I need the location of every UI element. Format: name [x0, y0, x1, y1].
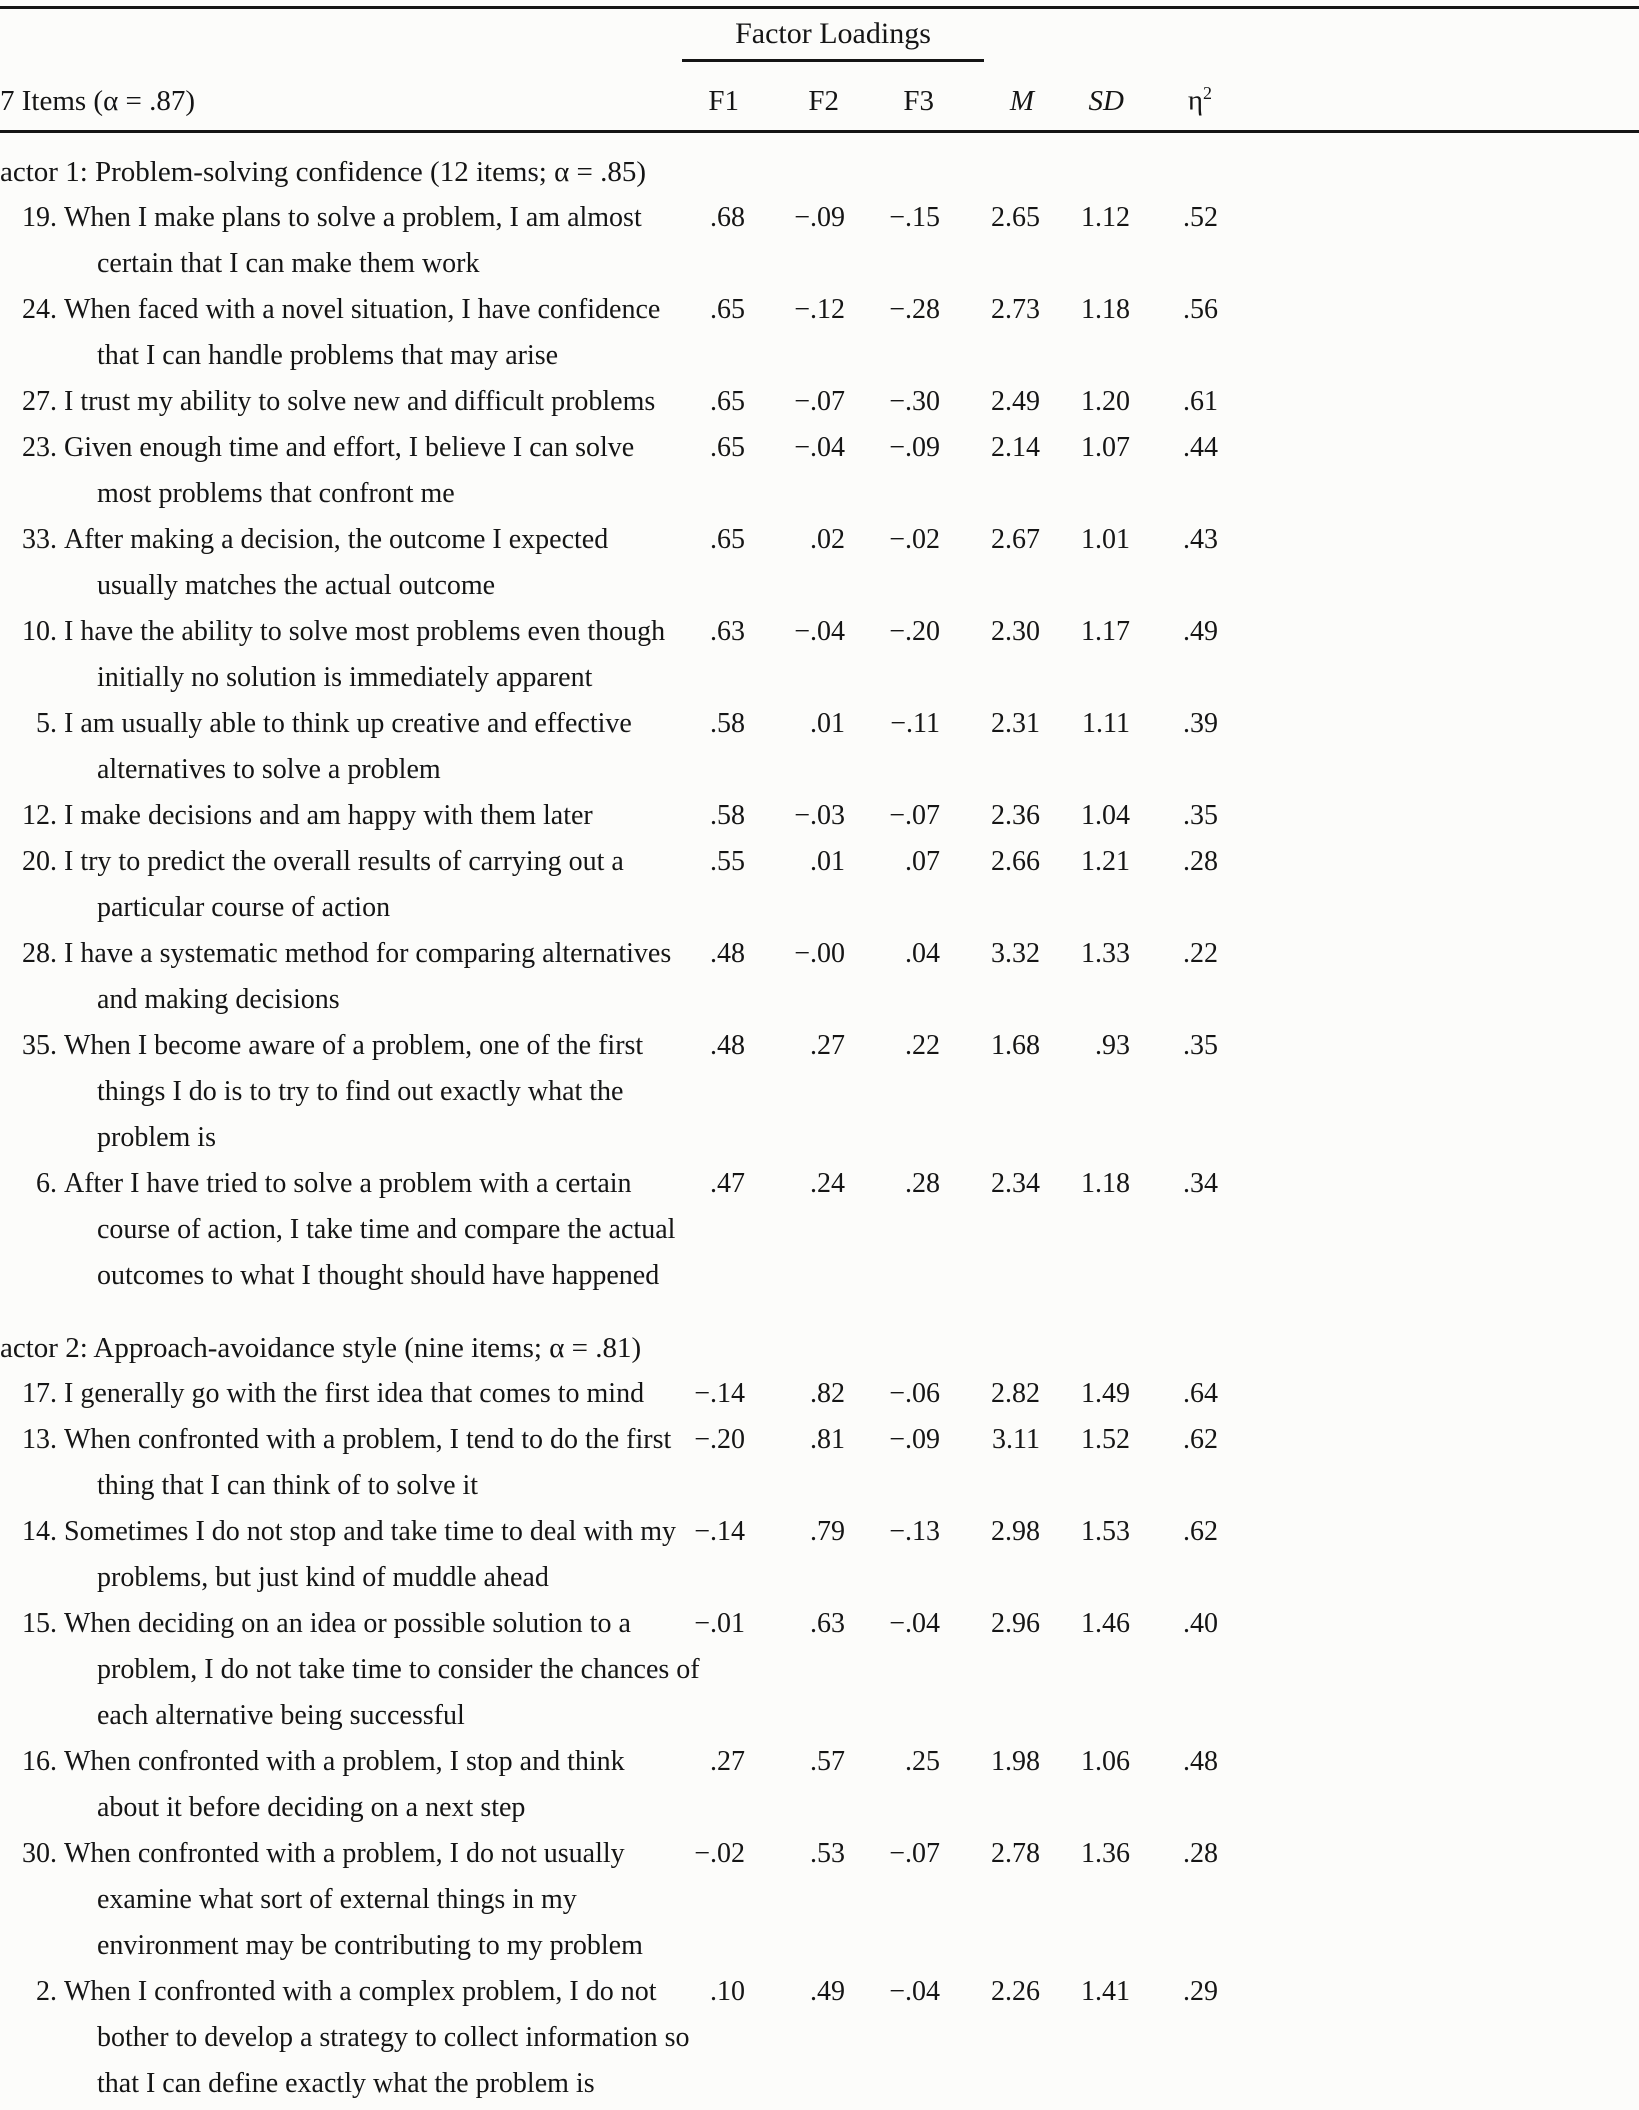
cell-f2: −.09 [794, 201, 845, 233]
cell-m: 2.73 [991, 293, 1040, 325]
item-text-line: When confronted with a problem, I do not usually [64, 1837, 625, 1869]
cell-m: 2.66 [991, 845, 1040, 877]
item-text [64, 425, 660, 517]
item-text [64, 1161, 676, 1299]
item-text-line: When confronted with a problem, I tend to do the first [64, 1423, 672, 1455]
cell-m: 1.98 [991, 1745, 1040, 1777]
item-text-line: course of action, I take time and compare the actual [97, 1213, 676, 1245]
cell-f1: −.14 [694, 1377, 745, 1409]
cell-f2: −.03 [794, 799, 845, 831]
item-text [64, 1417, 672, 1509]
table-row [0, 793, 1639, 839]
item-text [64, 1831, 660, 1969]
cell-f3: .22 [905, 1029, 940, 1061]
item-text [64, 609, 666, 701]
cell-sd: 1.33 [1081, 937, 1130, 969]
item-text-line: When faced with a novel situation, I have confidence [64, 293, 661, 325]
table-row [0, 1371, 1639, 1417]
cell-m: 2.14 [991, 431, 1040, 463]
item-text-line: usually matches the actual outcome [97, 569, 496, 601]
item-text [64, 287, 660, 379]
cell-m: 3.32 [991, 937, 1040, 969]
item-number: 24. [22, 293, 57, 325]
items-header: 7 Items (α = .87) [0, 84, 196, 117]
cell-f2: .53 [810, 1837, 845, 1869]
cell-f3: −.07 [889, 1837, 940, 1869]
cell-f2: .79 [810, 1515, 845, 1547]
cell-f2: .63 [810, 1607, 845, 1639]
cell-f1: .65 [710, 523, 745, 555]
item-number: 5. [36, 707, 57, 739]
item-text-line: alternatives to solve a problem [97, 753, 441, 785]
item-text-line: examine what sort of external things in my [97, 1883, 577, 1915]
cell-eta: .44 [1183, 431, 1218, 463]
table-row [0, 1969, 1639, 2107]
column-header-row [0, 71, 1639, 118]
cell-f2: .82 [810, 1377, 845, 1409]
cell-f1: .27 [710, 1745, 745, 1777]
cell-f3: −.20 [889, 615, 940, 647]
item-text-line: environment may be contributing to my problem [97, 1929, 643, 1961]
item-number: 35. [22, 1029, 57, 1061]
item-number: 15. [22, 1607, 57, 1639]
item-text-line: After making a decision, the outcome I expected [64, 523, 609, 555]
item-text-line: I generally go with the first idea that comes to mind [64, 1377, 645, 1409]
item-number: 27. [22, 385, 57, 417]
cell-sd: 1.01 [1081, 523, 1130, 555]
item-text-line: things I do is to try to find out exactly what the [97, 1075, 624, 1107]
col-header-m: M [1009, 84, 1034, 117]
item-text [64, 1739, 660, 1831]
cell-sd: 1.18 [1081, 293, 1130, 325]
cell-m: 2.26 [991, 1975, 1040, 2007]
item-text-line: initially no solution is immediately apparent [97, 661, 593, 693]
cell-f1: .63 [710, 615, 745, 647]
cell-f3: −.28 [889, 293, 940, 325]
item-text-line: particular course of action [97, 891, 391, 923]
cell-f1: .48 [710, 937, 745, 969]
cell-f3: .25 [905, 1745, 940, 1777]
cell-f3: −.07 [889, 799, 940, 831]
cell-sd: 1.11 [1082, 707, 1130, 739]
cell-f2: .49 [810, 1975, 845, 2007]
item-text [64, 701, 660, 793]
cell-m: 2.67 [991, 523, 1040, 555]
item-text-line: about it before deciding on a next step [97, 1791, 526, 1823]
cell-f3: .28 [905, 1167, 940, 1199]
section-heading: actor 2: Approach-avoidance style (nine items; α = .81) [0, 1331, 642, 1364]
section-heading: actor 1: Problem-solving confidence (12 items; α = .85) [0, 155, 647, 188]
item-text-line: problem, I do not take time to consider the chances of [97, 1653, 700, 1685]
cell-eta: .29 [1183, 1975, 1218, 2007]
cell-sd: 1.07 [1081, 431, 1130, 463]
cell-eta: .56 [1183, 293, 1218, 325]
cell-eta: .64 [1183, 1377, 1218, 1409]
item-number: 2. [36, 1975, 57, 2007]
table-row [0, 839, 1639, 931]
cell-m: 1.68 [991, 1029, 1040, 1061]
item-text-line: Given enough time and effort, I believe I can solve [64, 431, 635, 463]
factor-loadings-spanner [682, 17, 984, 62]
item-number: 14. [22, 1515, 57, 1547]
cell-eta: .35 [1183, 799, 1218, 831]
item-text-line: that I can define exactly what the problem is [97, 2067, 595, 2099]
item-text [64, 517, 660, 609]
table-row [0, 1601, 1639, 1739]
item-text-line: I have the ability to solve most problems even though [64, 615, 666, 647]
item-text [64, 931, 672, 1023]
item-number: 10. [22, 615, 57, 647]
cell-eta: .28 [1183, 845, 1218, 877]
item-text-line: When confronted with a problem, I stop and think [64, 1745, 625, 1777]
item-text-line: I try to predict the overall results of carrying out a [64, 845, 624, 877]
item-number: 6. [36, 1167, 57, 1199]
cell-f1: .58 [710, 799, 745, 831]
cell-eta: .48 [1183, 1745, 1218, 1777]
cell-f1: −.20 [694, 1423, 745, 1455]
cell-eta: .62 [1183, 1515, 1218, 1547]
item-text-line: problems, but just kind of muddle ahead [97, 1561, 549, 1593]
cell-m: 2.78 [991, 1837, 1040, 1869]
cell-sd: 1.21 [1081, 845, 1130, 877]
cell-f3: .04 [905, 937, 940, 969]
cell-f3: −.15 [889, 201, 940, 233]
cell-f1: .10 [710, 1975, 745, 2007]
cell-m: 2.36 [991, 799, 1040, 831]
cell-eta: .39 [1183, 707, 1218, 739]
cell-eta: .49 [1183, 615, 1218, 647]
item-number: 28. [22, 937, 57, 969]
col-header-sd: SD [1088, 84, 1124, 117]
col-header-eta-squared: $\eta^2$ [1187, 83, 1212, 117]
cell-f2: .01 [810, 845, 845, 877]
cell-sd: 1.53 [1081, 1515, 1130, 1547]
item-text [64, 793, 660, 839]
item-number: 33. [22, 523, 57, 555]
table-row [0, 195, 1639, 287]
cell-f3: −.06 [889, 1377, 940, 1409]
col-header-f1: F1 [708, 84, 739, 117]
cell-f2: .24 [810, 1167, 845, 1199]
cell-m: 2.65 [991, 201, 1040, 233]
cell-f1: −.02 [694, 1837, 745, 1869]
item-text-line: bother to develop a strategy to collect information so [97, 2021, 690, 2053]
table-row [0, 1417, 1639, 1509]
cell-f2: .02 [810, 523, 845, 555]
table-row [0, 379, 1639, 425]
item-text-line: Sometimes I do not stop and take time to deal with my [64, 1515, 677, 1547]
item-text [64, 1371, 660, 1417]
cell-sd: 1.49 [1081, 1377, 1130, 1409]
cell-eta: .52 [1183, 201, 1218, 233]
cell-f2: −.04 [794, 431, 845, 463]
table-body [0, 133, 1639, 2107]
item-text-line: When I become aware of a problem, one of the first [64, 1029, 644, 1061]
cell-f1: .58 [710, 707, 745, 739]
table-row [0, 1161, 1639, 1299]
cell-f1: .68 [710, 201, 745, 233]
cell-f3: .07 [905, 845, 940, 877]
item-text-line: When I confronted with a complex problem, I do not [64, 1975, 657, 2007]
cell-m: 3.11 [992, 1423, 1040, 1455]
cell-f1: .65 [710, 385, 745, 417]
cell-m: 2.49 [991, 385, 1040, 417]
cell-eta: .35 [1183, 1029, 1218, 1061]
item-text-line: When I make plans to solve a problem, I am almost [64, 201, 642, 233]
table-row [0, 517, 1639, 609]
item-text-line: most problems that confront me [97, 477, 455, 509]
cell-m: 2.98 [991, 1515, 1040, 1547]
cell-f3: −.02 [889, 523, 940, 555]
table-row [0, 701, 1639, 793]
item-text-line: that I can handle problems that may arise [97, 339, 559, 371]
item-number: 12. [22, 799, 57, 831]
cell-sd: 1.12 [1081, 201, 1130, 233]
item-text [64, 1601, 700, 1739]
cell-f3: −.04 [889, 1607, 940, 1639]
cell-eta: .43 [1183, 523, 1218, 555]
cell-sd: 1.18 [1081, 1167, 1130, 1199]
cell-eta: .61 [1183, 385, 1218, 417]
item-text-line: I make decisions and am happy with them later [64, 799, 593, 831]
cell-sd: 1.06 [1081, 1745, 1130, 1777]
cell-f2: .57 [810, 1745, 845, 1777]
item-number: 19. [22, 201, 57, 233]
cell-f1: −.14 [694, 1515, 745, 1547]
item-number: 30. [22, 1837, 57, 1869]
cell-eta: .28 [1183, 1837, 1218, 1869]
cell-f3: −.30 [889, 385, 940, 417]
item-text-line: After I have tried to solve a problem with a certain [64, 1167, 632, 1199]
table-row [0, 1739, 1639, 1831]
cell-m: 2.30 [991, 615, 1040, 647]
item-number: 16. [22, 1745, 57, 1777]
table-row [0, 1509, 1639, 1601]
table-row [0, 287, 1639, 379]
cell-eta: .62 [1183, 1423, 1218, 1455]
item-text-line: certain that I can make them work [97, 247, 480, 279]
cell-f2: .27 [810, 1029, 845, 1061]
item-text-line: problem is [97, 1121, 216, 1153]
table-row [0, 1023, 1639, 1161]
col-header-f3: F3 [903, 84, 934, 117]
item-text-line: I trust my ability to solve new and difficult problems [64, 385, 656, 417]
item-text [64, 379, 660, 425]
cell-eta: .40 [1183, 1607, 1218, 1639]
cell-f2: −.00 [794, 937, 845, 969]
cell-f1: .65 [710, 293, 745, 325]
cell-f3: −.09 [889, 431, 940, 463]
cell-f2: −.04 [794, 615, 845, 647]
table-row [0, 425, 1639, 517]
cell-f3: −.04 [889, 1975, 940, 2007]
cell-f2: −.12 [794, 293, 845, 325]
cell-f3: −.13 [889, 1515, 940, 1547]
cell-sd: 1.17 [1081, 615, 1130, 647]
cell-f3: −.11 [890, 707, 940, 739]
table-row [0, 931, 1639, 1023]
item-text-line: and making decisions [97, 983, 340, 1015]
item-text-line: thing that I can think of to solve it [97, 1469, 479, 1501]
cell-eta: .22 [1183, 937, 1218, 969]
item-text-line: I have a systematic method for comparing alternatives [64, 937, 672, 969]
cell-sd: .93 [1095, 1029, 1130, 1061]
spanner-zone [0, 9, 1639, 71]
table-row [0, 609, 1639, 701]
cell-f1: .47 [710, 1167, 745, 1199]
cell-m: 2.82 [991, 1377, 1040, 1409]
cell-sd: 1.36 [1081, 1837, 1130, 1869]
item-text [64, 1023, 660, 1161]
item-text [64, 1969, 690, 2107]
item-text [64, 839, 660, 931]
item-text [64, 1509, 677, 1601]
cell-f2: .81 [810, 1423, 845, 1455]
cell-f3: −.09 [889, 1423, 940, 1455]
table-row [0, 1831, 1639, 1969]
col-header-f2: F2 [808, 84, 839, 117]
cell-sd: 1.52 [1081, 1423, 1130, 1455]
cell-f2: −.07 [794, 385, 845, 417]
cell-f2: .01 [810, 707, 845, 739]
cell-f1: .65 [710, 431, 745, 463]
spanner-label: Factor Loadings [735, 17, 931, 50]
item-number: 20. [22, 845, 57, 877]
item-text-line: I am usually able to think up creative and effective [64, 707, 632, 739]
item-number: 23. [22, 431, 57, 463]
cell-sd: 1.46 [1081, 1607, 1130, 1639]
cell-sd: 1.04 [1081, 799, 1130, 831]
item-text-line: each alternative being successful [97, 1699, 465, 1731]
item-number: 13. [22, 1423, 57, 1455]
cell-f1: −.01 [694, 1607, 745, 1639]
cell-f1: .48 [710, 1029, 745, 1061]
cell-sd: 1.20 [1081, 385, 1130, 417]
item-text [64, 195, 660, 287]
item-text-line: outcomes to what I thought should have happened [97, 1259, 660, 1291]
cell-m: 2.34 [991, 1167, 1040, 1199]
cell-f1: .55 [710, 845, 745, 877]
cell-m: 2.96 [991, 1607, 1040, 1639]
cell-sd: 1.41 [1081, 1975, 1130, 2007]
item-text-line: When deciding on an idea or possible solution to a [64, 1607, 631, 1639]
cell-m: 2.31 [991, 707, 1040, 739]
item-number: 17. [22, 1377, 57, 1409]
cell-eta: .34 [1183, 1167, 1218, 1199]
